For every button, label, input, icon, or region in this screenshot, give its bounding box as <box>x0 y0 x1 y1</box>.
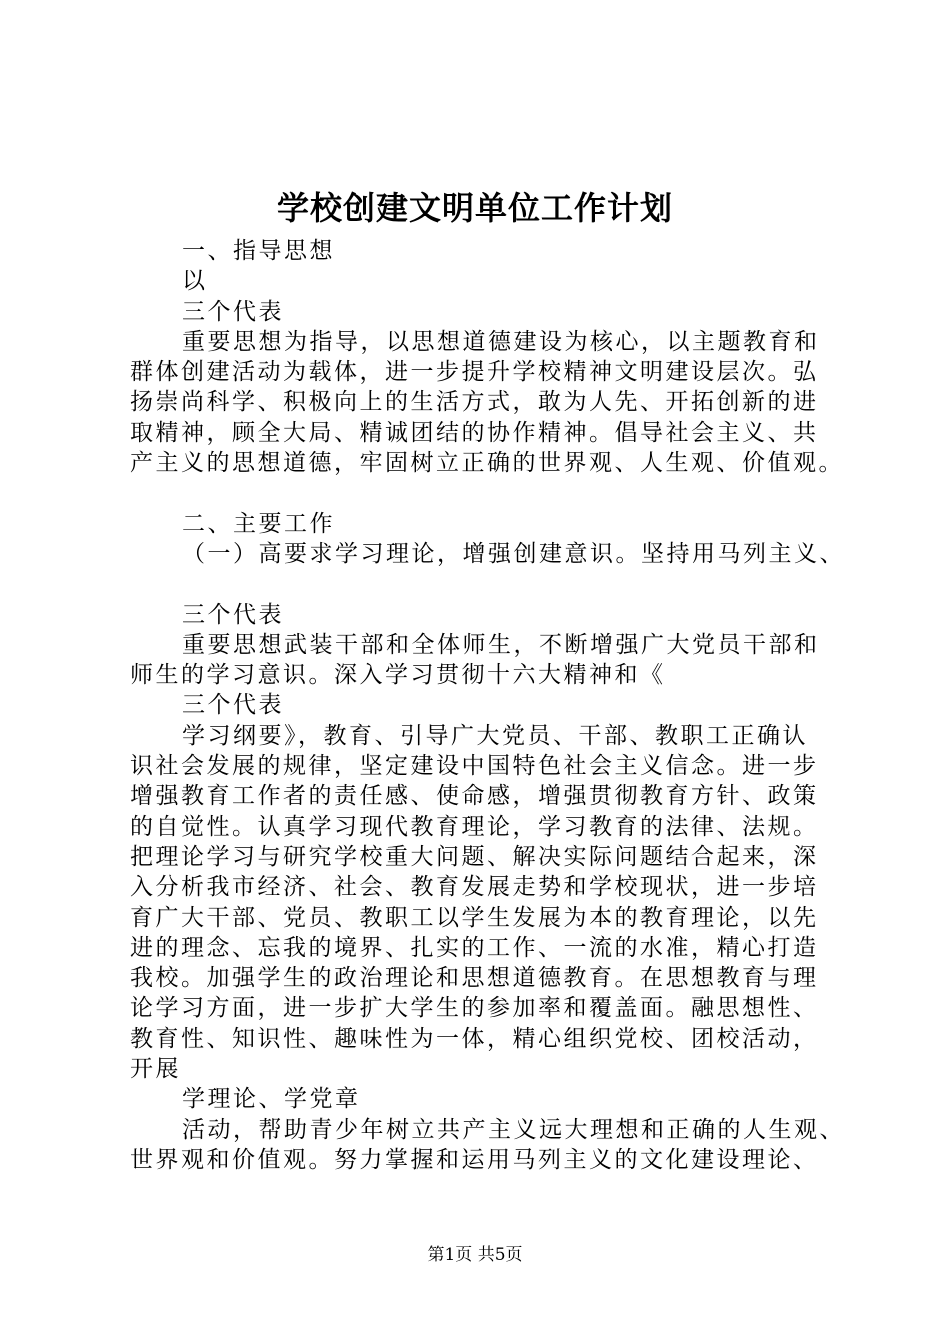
paragraph-line: 三个代表 <box>182 298 284 325</box>
paragraph-line: 三个代表 <box>182 692 284 719</box>
paragraph-line: 入分析我市经济、社会、教育发展走势和学校现状，进一步培 <box>130 874 819 901</box>
paragraph-line: 增强教育工作者的责任感、使命感，增强贯彻教育方针、政策 <box>130 783 819 810</box>
paragraph-line: 师生的学习意识。深入学习贯彻十六大精神和《 <box>130 662 666 689</box>
paragraph-line: 活动，帮助青少年树立共产主义远大理想和正确的人生观、 <box>182 1116 845 1143</box>
paragraph-line: 教育性、知识性、趣味性为一体，精心组织党校、团校活动， <box>130 1025 819 1052</box>
paragraph-line: 重要思想武装干部和全体师生，不断增强广大党员干部和 <box>182 631 820 658</box>
paragraph-line: 三个代表 <box>182 601 284 628</box>
paragraph-line: （一）高要求学习理论，增强创建意识。坚持用马列主义、 <box>182 540 845 567</box>
paragraph-line: 群体创建活动为载体，进一步提升学校精神文明建设层次。弘 <box>130 359 819 386</box>
paragraph-line: 取精神，顾全大局、精诚团结的协作精神。倡导社会主义、共 <box>130 419 819 446</box>
document-body <box>130 236 850 1175</box>
paragraph-line: 世界观和价值观。努力掌握和运用马列主义的文化建设理论、 <box>130 1146 819 1173</box>
section-heading: 一、指导思想 <box>182 238 335 264</box>
paragraph-line: 识社会发展的规律，坚定建设中国特色社会主义信念。进一步 <box>130 753 819 780</box>
paragraph-line: 产主义的思想道德，牢固树立正确的世界观、人生观、价值观。 <box>130 450 844 477</box>
paragraph-line: 学理论、学党章 <box>182 1086 361 1113</box>
document-title: 学校创建文明单位工作计划 <box>276 189 673 227</box>
paragraph-line: 把理论学习与研究学校重大问题、解决实际问题结合起来，深 <box>130 843 819 870</box>
blank-line <box>130 478 850 508</box>
blank-line <box>130 569 850 599</box>
section-heading: 二、主要工作 <box>182 510 335 537</box>
paragraph-line: 学习纲要》，教育、引导广大党员、干部、教职工正确认 <box>182 722 808 749</box>
paragraph-line: 以 <box>182 268 208 295</box>
paragraph-line: 我校。加强学生的政治理论和思想道德教育。在思想教育与理 <box>130 965 819 992</box>
paragraph-line: 论学习方面，进一步扩大学生的参加率和覆盖面。融思想性、 <box>130 995 819 1022</box>
paragraph-line: 进的理念、忘我的境界、扎实的工作、一流的水准，精心打造 <box>130 934 819 961</box>
paragraph-line: 重要思想为指导，以思想道德建设为核心，以主题教育和 <box>182 328 820 355</box>
paragraph-line: 育广大干部、党员、教职工以学生发展为本的教育理论，以先 <box>130 904 819 931</box>
paragraph-line: 的自觉性。认真学习现代教育理论，学习教育的法律、法规。 <box>130 813 819 840</box>
page-footer: 第1页 共5页 <box>427 1245 523 1265</box>
paragraph-line: 扬崇尚科学、积极向上的生活方式，敢为人先、开拓创新的进 <box>130 389 819 416</box>
paragraph-line: 开展 <box>130 1056 181 1083</box>
